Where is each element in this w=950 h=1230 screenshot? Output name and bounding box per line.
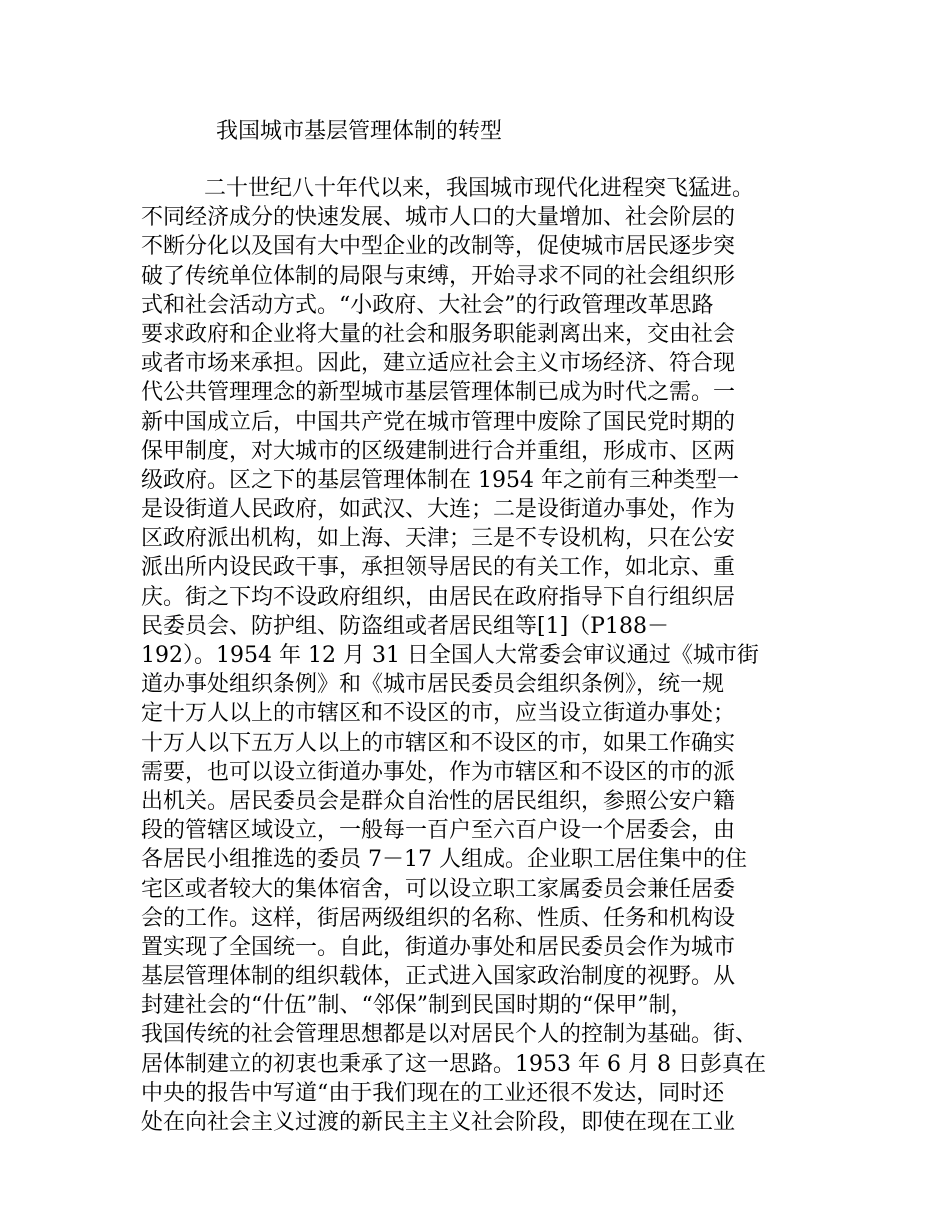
body-line: 派出所内设民政干事，承担领导居民的有关工作，如北京、重 <box>141 555 736 581</box>
body-line: 处在向社会主义过渡的新民主主义社会阶段，即使在现在工业 <box>141 1110 736 1135</box>
body-line: 定十万人以上的市辖区和不设区的市，应当设立街道办事处； <box>141 701 736 727</box>
document-title: 我国城市基层管理体制的转型 <box>216 119 503 144</box>
body-line: 庆。街之下均不设政府组织，由居民在政府指导下自行组织居 <box>141 584 736 610</box>
body-line: 保甲制度，对大城市的区级建制进行合并重组，形成市、区两 <box>141 438 736 464</box>
document-body <box>141 174 821 1137</box>
body-line: 需要，也可以设立街道办事处，作为市辖区和不设区的市的派 <box>141 759 736 785</box>
body-line: 192）。1954 年 12 月 31 日全国人大常委会审议通过《城市街 <box>141 643 759 668</box>
body-line: 不同经济成分的快速发展、城市人口的大量增加、社会阶层的 <box>141 205 736 231</box>
body-line: 道办事处组织条例》和《城市居民委员会组织条例》，统一规 <box>141 672 725 698</box>
body-line: 段的管辖区域设立，一般每一百户至六百户设一个居委会，由 <box>141 818 736 844</box>
body-line: 二十世纪八十年代以来，我国城市现代化进程突飞猛进。 <box>204 176 755 201</box>
body-line: 级政府。区之下的基层管理体制在 1954 年之前有三种类型一 <box>141 467 739 493</box>
body-line: 会的工作。这样，街居两级组织的名称、性质、任务和机构设 <box>141 905 736 931</box>
body-line: 各居民小组推选的委员 7－17 人组成。企业职工居住集中的住 <box>141 847 747 873</box>
body-line: 或者市场来承担。因此，建立适应社会主义市场经济、符合现 <box>141 351 736 377</box>
body-line: 新中国成立后，中国共产党在城市管理中废除了国民党时期的 <box>141 409 736 435</box>
body-line: 十万人以下五万人以上的市辖区和不设区的市，如果工作确实 <box>141 730 736 756</box>
body-line: 宅区或者较大的集体宿舍，可以设立职工家属委员会兼任居委 <box>141 876 736 902</box>
body-line: 出机关。居民委员会是群众自治性的居民组织，参照公安户籍 <box>141 788 736 814</box>
body-line: 我国传统的社会管理思想都是以对居民个人的控制为基础。街、 <box>141 1022 758 1048</box>
body-line: 不断分化以及国有大中型企业的改制等，促使城市居民逐步突 <box>141 234 736 260</box>
body-line: 基层管理体制的组织载体，正式进入国家政治制度的视野。从 <box>141 964 736 990</box>
body-line: 民委员会、防护组、防盗组或者居民组等[1]（P188－ <box>141 613 669 639</box>
body-line: 区政府派出机构，如上海、天津；三是不专设机构，只在公安 <box>141 526 736 552</box>
body-line: 置实现了全国统一。自此，街道办事处和居民委员会作为城市 <box>141 934 736 960</box>
body-line: 要求政府和企业将大量的社会和服务职能剥离出来，交由社会 <box>141 321 736 347</box>
body-line: 封建社会的“什伍”制、“邻保”制到民国时期的“保甲”制， <box>141 993 693 1019</box>
body-line: 居体制建立的初衷也秉承了这一思路。1953 年 6 月 8 日彭真在 <box>141 1051 766 1077</box>
body-line: 破了传统单位体制的局限与束缚，开始寻求不同的社会组织形 <box>141 263 736 289</box>
body-line: 是设街道人民政府，如武汉、大连；二是设街道办事处，作为 <box>141 497 736 523</box>
body-line: 代公共管理理念的新型城市基层管理体制已成为时代之需。一 <box>141 380 736 406</box>
body-line: 中央的报告中写道“由于我们现在的工业还很不发达，同时还 <box>141 1080 725 1106</box>
body-line: 式和社会活动方式。“小政府、大社会”的行政管理改革思路 <box>141 292 714 318</box>
